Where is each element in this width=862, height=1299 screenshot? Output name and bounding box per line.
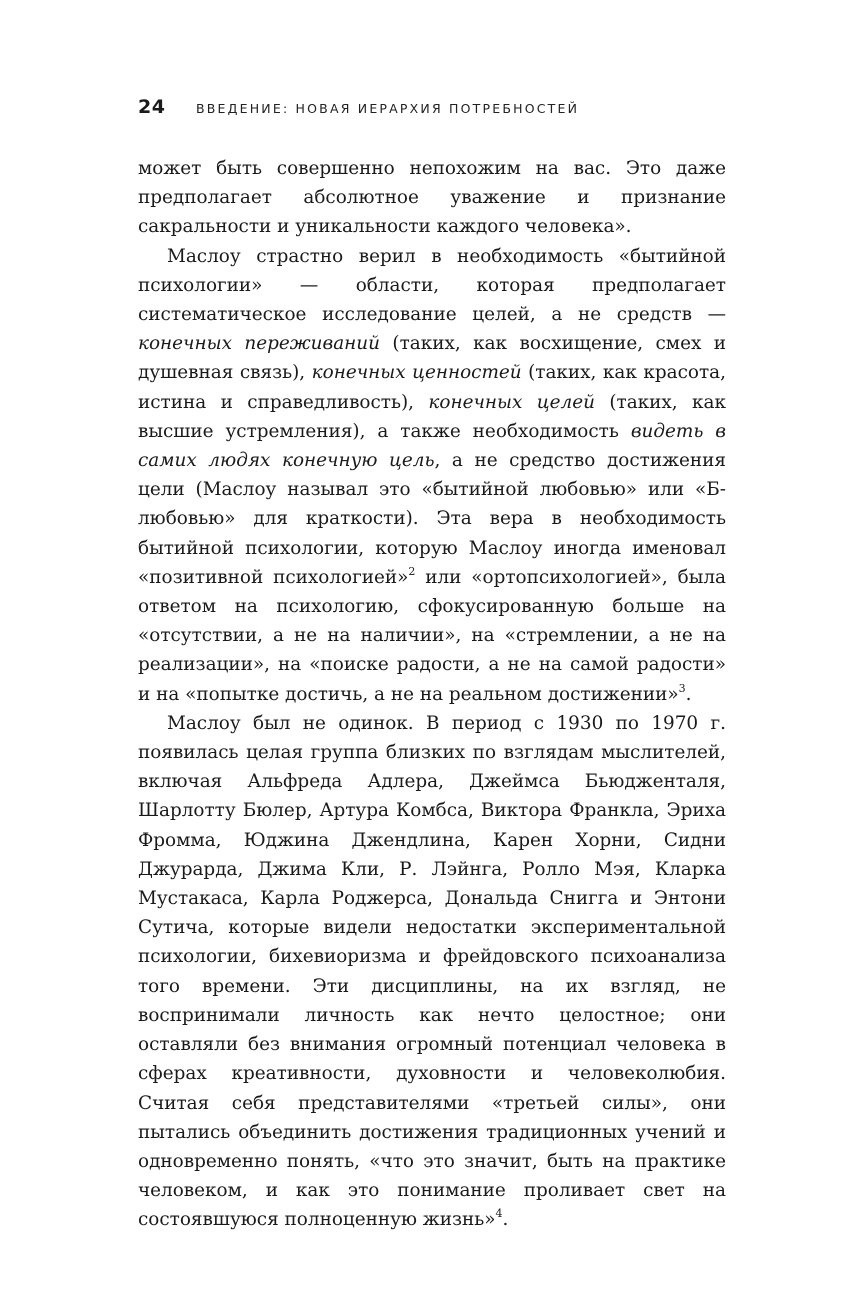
- text-run: (таких, как высшие устремления), а также необходимость: [138, 391, 726, 442]
- page-number: 24: [138, 96, 166, 118]
- text-run: (таких, как восхищение, смех и душевная связь),: [138, 333, 726, 384]
- section-title: ВВЕДЕНИЕ: НОВАЯ ИЕРАРХИЯ ПОТРЕБНОСТЕЙ: [196, 101, 580, 116]
- text-run: Маслоу страстно верил в необходимость «бытийной психологии» — области, которая предполагает систематическое исследование целей, а не средств —: [138, 245, 726, 326]
- italic-run: конечных целей: [428, 391, 595, 413]
- text-run: Маслоу был не одинок. В период с 1930 по 1970 г. появилась целая группа близких по взглядам мыслителей, включая Альфреда Адлера, Джеймса Бьюдженталя, Шарлотту Бюлер, Артура Комбса, Виктора Франкла, Эриха Фромма, Юджина Джендлина, Карен Хорни, Сидни Джурарда, Джима Кли, Р. Лэйнга, Ролло Мэя, Кларка Мустакаса, Карла Роджерса, Дональда Снигга и Энтони Сутича, которые видели недостатки экспериментальной психологии, бихевиоризма и фрейдовского психоанализа того времени. Эти дисциплины, на их взгляд, не воспринимали личность как нечто целостное; они оставляли без внимания огромный потенциал человека в сферах креативности, духовности и человеколюбия. Считая себя представителями «третьей силы», они пытались объединить достижения традиционных учений и одновременно понять, «что это значит, быть на практике человеком, и как это понимание проливает свет на состоявшуюся полноценную жизнь»: [138, 712, 726, 1231]
- text-run: , а не средство достижения цели (Маслоу называл это «бытийной любовью» или «Б-любовью» для краткости). Эта вера в необходимость бытийной психологии, которую Маслоу иногда именовал «позитивной психологией»: [138, 450, 726, 588]
- italic-run: конечных переживаний: [138, 333, 380, 355]
- italic-run: конечных ценностей: [311, 362, 522, 384]
- italic-run: видеть в самих людях конечную цель: [138, 420, 727, 472]
- footnote-ref-2[interactable]: 2: [408, 564, 416, 578]
- running-header: [138, 96, 738, 124]
- text-run: .: [685, 683, 692, 705]
- footnote-ref-4[interactable]: 4: [495, 1207, 503, 1221]
- paragraph-1: может быть совершенно непохожим на вас. Это даже предполагает абсолютное уважение и признание сакральности и уникальности каждого человека».: [138, 158, 726, 238]
- footnote-ref-3[interactable]: 3: [678, 681, 686, 695]
- paragraph-3: [138, 709, 726, 1235]
- text-run: или «ортопсихологией», была ответом на психологию, сфокусированную больше на «отсутствии, а не на наличии», на «стремлении, а не на реализации», на «поиске радости, а не на самой радости» и на «попытке достичь, а не на реальном достижении»: [138, 566, 726, 705]
- text-run: .: [502, 1209, 509, 1231]
- body-text: [138, 154, 726, 1235]
- paragraph-2: [138, 242, 726, 709]
- text-run: (таких, как красота, истина и справедливость),: [138, 362, 726, 413]
